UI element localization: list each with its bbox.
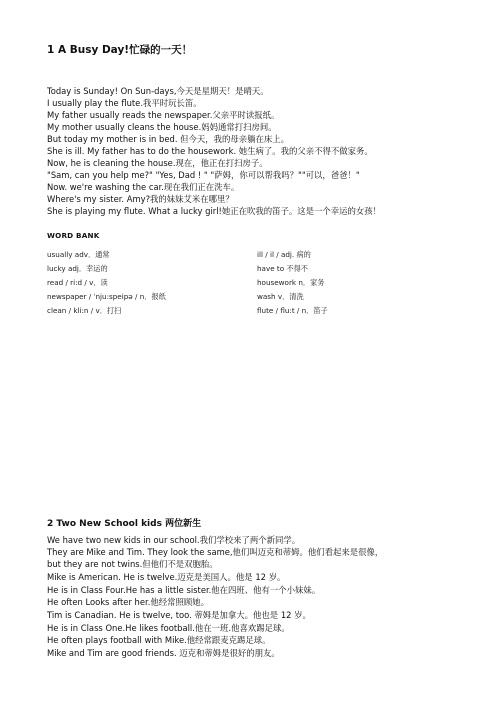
lesson1-line: But today my mother is in bed. 但今天，我的母亲躺在床上。 xyxy=(47,134,290,144)
word-bank-entry: lucky adj．幸运的 xyxy=(47,264,108,273)
word-bank-heading: WORD BANK xyxy=(47,231,100,240)
word-bank-entry: wash v．清洗 xyxy=(257,292,304,301)
lesson1-line: My father usually reads the newspaper.父亲平时读报纸。 xyxy=(47,110,280,120)
lesson2-line: He is in Class One.He likes football.他在一班.他喜欢踢足球。 xyxy=(47,623,290,633)
lesson2-line: but they are not twins.但他们不是双胞胎。 xyxy=(47,559,218,569)
word-bank-entry: read / ri:d / v．读 xyxy=(47,278,108,287)
lesson2-line: He is in Class Four.He has a little sister.他在四班、他有一个小妹妹。 xyxy=(47,585,321,595)
lesson2-line: We have two new kids in our school.我们学校来了两个新同学。 xyxy=(47,535,301,545)
lesson1-line: She is playing my flute. What a lucky girl!她正在吹我的笛子。这是一个幸运的女孩！ xyxy=(47,206,382,216)
lesson1-line: She is ill. My father has to do the housework. 她生病了。我的父亲不得不做家务。 xyxy=(47,146,373,156)
word-bank-entry: ill / il / adj. 病的 xyxy=(257,250,311,259)
lesson1-line: My mother usually cleans the house.妈妈通常打扫房间。 xyxy=(47,122,277,132)
word-bank-entry: newspaper / ˈnju:speipə / n．报纸 xyxy=(47,292,166,301)
lesson1-line: Now. we're washing the car.现在我们正在洗车。 xyxy=(47,182,240,192)
lesson1-line: "Sam, can you help me?" "Yes, Dad ! " "萨姆，你可以帮我吗？""可以，爸爸！" xyxy=(47,170,360,180)
lesson1-line: Where's my sister. Amy?我的妹妹艾米在哪里？ xyxy=(47,194,234,204)
lesson2-title: 2 Two New School kids 两位新生 xyxy=(47,519,202,529)
lesson2-line: They are Mike and Tim. They look the same,他们叫迈克和蒂姆。他们看起来是很像， xyxy=(47,547,384,557)
lesson2-line: Tim is Canadian. He is twelve, too. 蒂姆是加拿大。他也是 12 岁。 xyxy=(47,610,311,620)
word-bank-entry: housework n．家务 xyxy=(257,278,325,287)
lesson2-line: Mike and Tim are good friends. 迈克和蒂姆是很好的朋友。 xyxy=(47,648,280,658)
lesson1-line: Now, he is cleaning the house.现在，他正在打扫房子。 xyxy=(47,158,268,168)
word-bank-entry: usually adv．通常 xyxy=(47,250,110,259)
lesson1-title: 1 A Busy Day!忙碌的一天！ xyxy=(47,44,193,56)
word-bank-entry: have to 不得不 xyxy=(257,264,308,273)
word-bank-entry: flute / flu:t / n．笛子 xyxy=(257,306,328,315)
lesson2-line: Mike is American. He is twelve.迈克是美国人。他是 12 岁。 xyxy=(47,572,286,582)
lesson2-line: He often Looks after her.他经常照顾她。 xyxy=(47,597,209,607)
lesson2-line: He often plays football with Mike.他经常跟麦克踢足球。 xyxy=(47,635,271,645)
word-bank-entry: clean / kli:n / v．打扫 xyxy=(47,306,122,315)
lesson1-line: Today is Sunday! On Sun-days,今天是星期天！是晴天。 xyxy=(47,86,269,96)
lesson1-line: I usually play the flute.我平时玩长笛。 xyxy=(47,98,202,108)
